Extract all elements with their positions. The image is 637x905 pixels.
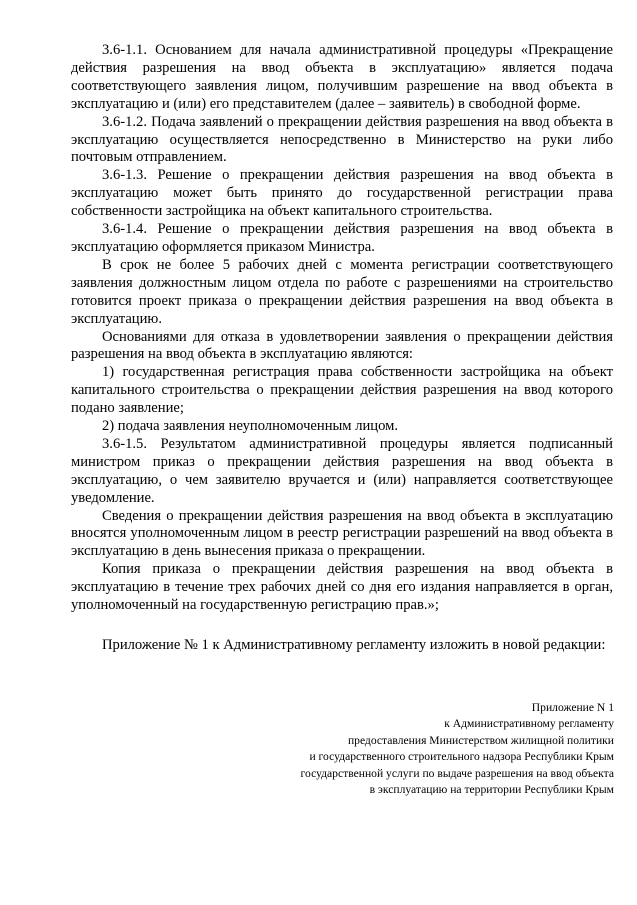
paragraph-3-6-1-3: 3.6-1.3. Решение о прекращении действия разрешения на ввод объекта в эксплуатацию может быть принято до государственной регистрации права собственности застройщика на объект капитального строительства. — [71, 167, 613, 220]
document-body — [71, 42, 613, 655]
paragraph-3-6-1-2: 3.6-1.2. Подача заявлений о прекращении действия разрешения на ввод объекта в эксплуатацию осуществляется непосредственно в Министерство на руки либо почтовым отправлением. — [71, 113, 613, 166]
paragraph-3-6-1-4: 3.6-1.4. Решение о прекращении действия разрешения на ввод объекта в эксплуатацию оформляется приказом Министра. — [71, 221, 613, 255]
appendix-line: в эксплуатацию на территории Республики Крым — [369, 783, 614, 797]
list-item-2: 2) подача заявления неуполномоченным лицом. — [102, 418, 398, 435]
appendix-line: государственной услуги по выдаче разрешения на ввод объекта — [300, 766, 614, 780]
paragraph-3-6-1-1: 3.6-1.1. Основанием для начала административной процедуры «Прекращение действия разрешения на ввод объекта в эксплуатацию» является подача соответствующего заявления лицом, получившим разрешение на ввод объекта в эксплуатацию и (или) его представителем (далее – заявитель) в свободной форме. — [71, 42, 613, 112]
appendix-line: к Административному регламенту — [444, 717, 614, 731]
paragraph-appendix-intro: Приложение № 1 к Административному регламенту изложить в новой редакции: — [102, 637, 606, 653]
appendix-line: и государственного строительного надзора Республики Крым — [309, 750, 614, 764]
paragraph-registry: Сведения о прекращении действия разрешения на ввод объекта в эксплуатацию вносятся уполномоченным лицом в реестр регистрации разрешений на ввод объекта в эксплуатацию в день вынесения приказа о прекращении. — [71, 507, 613, 560]
appendix-line: предоставления Министерством жилищной политики — [347, 733, 614, 747]
paragraph-refusal-grounds: Основаниями для отказа в удовлетворении заявления о прекращении действия разрешения на ввод объекта в эксплуатацию являются: — [71, 328, 613, 363]
appendix-header — [194, 700, 614, 798]
appendix-line: Приложение N 1 — [531, 701, 614, 714]
paragraph-deadline: В срок не более 5 рабочих дней с момента регистрации соответствующего заявления должностным лицом отдела по работе с разрешениями на строительство готовится проект приказа о прекращении действия разрешения на ввод объекта в эксплуатацию. — [71, 256, 613, 327]
paragraph-3-6-1-5: 3.6-1.5. Результатом административной процедуры является подписанный министром приказ о прекращении действия разрешения на ввод объекта в эксплуатацию, о чем заявителю вручается и (или) направляется соответствующее уведомление. — [71, 435, 613, 506]
paragraph-copy: Копия приказа о прекращении действия разрешения на ввод объекта в эксплуатацию в течение трех рабочих дней со дня его издания направляется в орган, уполномоченный на государственную регистрацию прав.»; — [71, 561, 613, 614]
list-item-1: 1) государственная регистрация права собственности застройщика на объект капитального строительства о прекращении действия разрешения на ввод которого подано заявление; — [71, 364, 613, 417]
